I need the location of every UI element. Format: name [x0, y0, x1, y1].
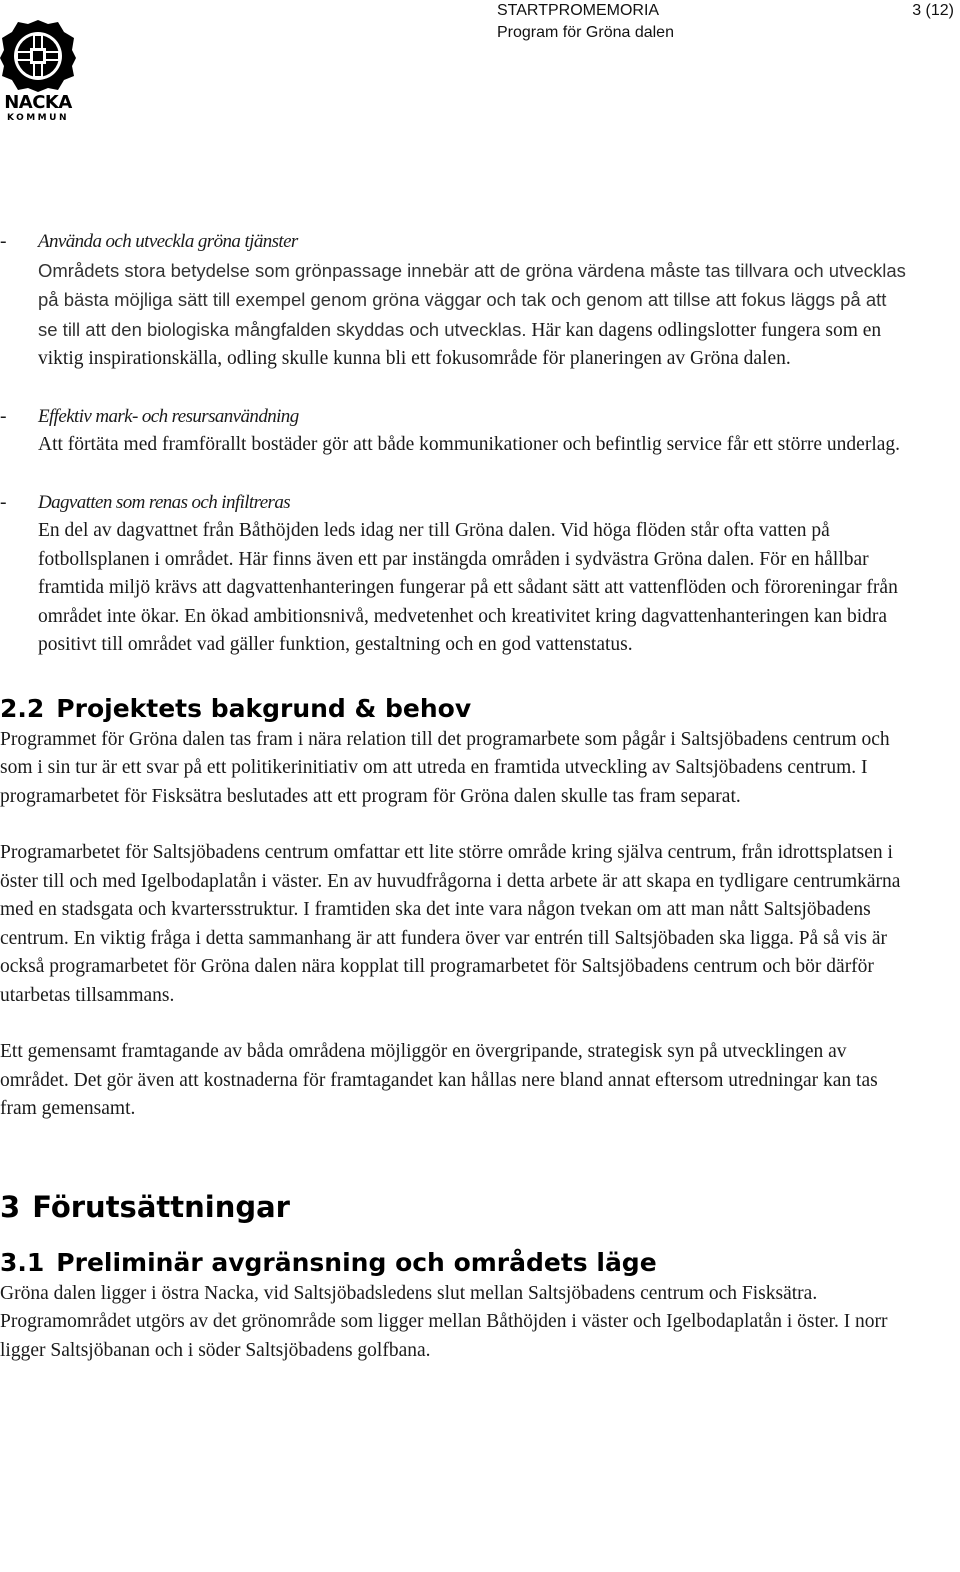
paragraph: Ett gemensamt framtagande av båda områdena möjliggör en övergripande, strategisk syn på utvecklingen av området. Det gör även att kostnaderna för framtagandet kan hållas nere bland annat eftersom utredningar kan tas fram gemensamt.: [0, 1041, 878, 1119]
bullet-title: Effektiv mark- och resursanvändning: [38, 405, 299, 427]
bullet-title: Dagvatten som renas och infiltreras: [38, 491, 291, 513]
list-item: [0, 489, 910, 660]
header-subtitle: Program för Gröna dalen: [497, 24, 674, 41]
bullet-body: [38, 257, 910, 374]
nacka-kommun-logo: [0, 20, 76, 124]
section-number: 3.1: [0, 1247, 45, 1277]
bullet-dash: -: [0, 231, 7, 252]
paragraph: Programarbetet för Saltsjöbadens centrum omfattar ett lite större område kring själva centrum, från idrottsplatsen i öster till och med Igelbodaplatån i väster. En av huvudfrågorna i detta arbete är att skapa en tydligare centrumkärna med en stadsgata och kvartersstruktur. I framtiden ska det inte vara någon tvekan om att man nått Saltsjöbadens centrum. En viktig fråga i detta sammanhang är att fundera över var entrén till Saltsjöbaden ska ligga. På så vis är också programarbetet för Gröna dalen nära kopplat till programarbetet för Saltsjöbadens centrum och bör därför utarbetas tillsammans.: [0, 842, 901, 1006]
header-doc-type: STARTPROMEMORIA: [497, 2, 660, 19]
document-body: [0, 228, 910, 1365]
paragraph: Gröna dalen ligger i östra Nacka, vid Saltsjöbadsledens slut mellan Saltsjöbadens centrum och Fisksätra. Programområdet utgörs av det grönområde som ligger mellan Båthöjden i väster och Igelbodaplatån i öster. I norr ligger Saltsjöbanan och i söder Saltsjöbadens golfbana.: [0, 1282, 888, 1361]
section-title: Förutsättningar: [32, 1189, 290, 1224]
section-number: 3: [0, 1189, 21, 1224]
bullet-body-serif: Här kan dagens odlingslotter fungera som en viktig inspirationskälla, odling skulle kunna bli ett fokusområde för planeringen av Gröna dalen.: [38, 319, 882, 369]
bullet-body-sans: Områdets stora betydelse som grönpassage innebär att de gröna värdena måste tas tillvara och utvecklas på bästa möjliga sätt till exempel genom gröna väggar och tak och genom att tillse att fokus läggs på att se till att den biologiska mångfalden skyddas och utvecklas.: [38, 259, 906, 340]
page-header: [497, 0, 674, 44]
page-number: 3 (12): [912, 2, 954, 19]
section-title: Projektets bakgrund & behov: [56, 693, 472, 723]
bullet-dash: -: [0, 491, 7, 513]
bullet-title: Använda och utveckla gröna tjänster: [38, 231, 298, 252]
section-number: 2.2: [0, 693, 45, 723]
bullet-body: Att förtäta med framförallt bostäder gör att både kommunikationer och befintlig service får ett större underlag.: [38, 434, 901, 455]
section-heading-3-1: [0, 1246, 910, 1280]
section-title: Preliminär avgränsning och områdets läge: [56, 1247, 657, 1277]
section-heading-2-2: [0, 692, 910, 726]
list-item: [0, 228, 910, 374]
logo-name: NACKA: [4, 92, 72, 113]
paragraph: Programmet för Gröna dalen tas fram i nära relation till det programarbete som pågår i Saltsjöbadens centrum och som i sin tur är ett svar på ett politikerinitiativ om att utreda en framtida utveckling av Saltsjöbadens centrum. I programarbetet för Fisksätra beslutades att ett program för Gröna dalen skulle tas fram separat.: [0, 728, 890, 807]
bullet-body: En del av dagvattnet från Båthöjden leds idag ner till Gröna dalen. Vid höga flöden står ofta vatten på fotbollsplanen i området. Här finns även ett par instängda områden i sydvästra Gröna dalen. För en hållbar framtida miljö krävs att dagvattenhanteringen fungerar på ett sådant sätt att vattenflöden och föroreningar från området inte ökar. En ökad ambitionsnivå, medvetenhet och kreativitet kring dagvattenhanteringen kan bidra positivt till området vad gäller funktion, gestaltning och en god vattenstatus.: [38, 520, 898, 655]
list-item: [0, 403, 910, 460]
logo-sub: KOMMUN: [7, 113, 69, 123]
bullet-dash: -: [0, 405, 7, 427]
nacka-emblem-icon: [0, 20, 76, 92]
section-heading-3: [0, 1188, 910, 1226]
